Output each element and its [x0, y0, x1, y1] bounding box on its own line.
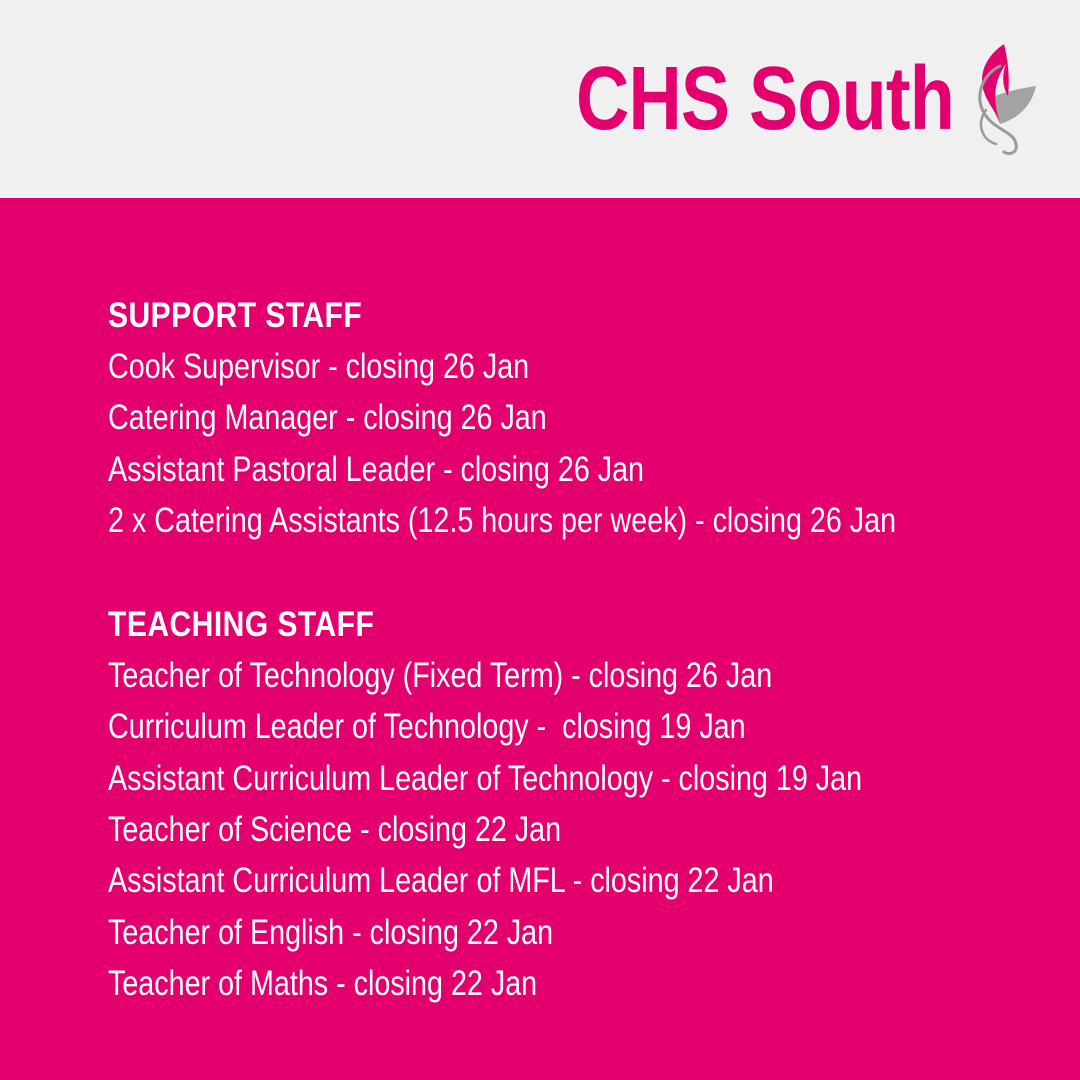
section-heading: SUPPORT STAFF — [108, 296, 363, 335]
quill-swoosh-logo-icon — [956, 40, 1038, 158]
job-list — [108, 650, 1008, 1009]
job-item: Teacher of English - closing 22 Jan — [108, 912, 554, 952]
job-item: Assistant Curriculum Leader of Technology - closing 19 Jan — [108, 758, 863, 798]
vacancies-content — [108, 290, 1008, 1009]
teaching-staff-section — [108, 599, 1008, 1009]
section-spacer — [108, 546, 1008, 599]
brand-name: CHS South — [576, 49, 954, 149]
job-item: Teacher of Science - closing 22 Jan — [108, 810, 562, 850]
job-item: Assistant Pastoral Leader - closing 26 Jan — [108, 449, 645, 489]
job-item: 2 x Catering Assistants (12.5 hours per week) - closing 26 Jan — [108, 500, 897, 540]
brand-logo — [493, 40, 1038, 158]
job-item: Curriculum Leader of Technology - closing 19 Jan — [108, 707, 746, 747]
job-item: Catering Manager - closing 26 Jan — [108, 398, 547, 438]
job-item: Teacher of Technology (Fixed Term) - closing 26 Jan — [108, 656, 773, 696]
job-list — [108, 341, 1008, 546]
section-heading: TEACHING STAFF — [108, 605, 375, 645]
job-item: Cook Supervisor - closing 26 Jan — [108, 347, 530, 386]
vacancies-panel — [0, 198, 1080, 1080]
support-staff-section — [108, 290, 1008, 546]
job-item: Assistant Curriculum Leader of MFL - closing 22 Jan — [108, 861, 774, 901]
header-bar — [0, 0, 1080, 198]
job-item: Teacher of Maths - closing 22 Jan — [108, 963, 538, 1003]
